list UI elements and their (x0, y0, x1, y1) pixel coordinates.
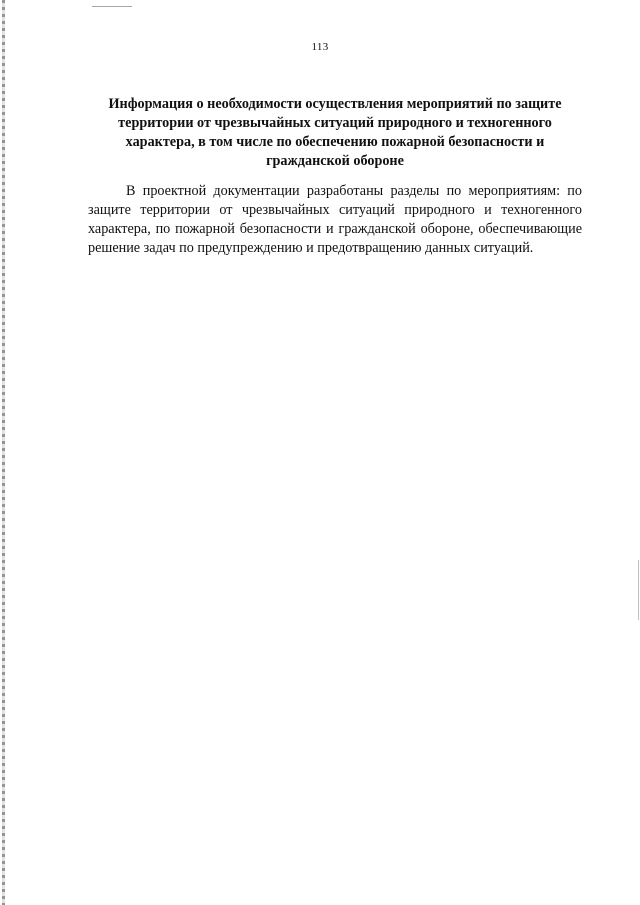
page-number: 113 (311, 41, 329, 53)
scan-edge-artifact-right (638, 560, 639, 620)
scan-edge-artifact (2, 0, 5, 905)
scan-top-marks (92, 6, 132, 9)
body-paragraph: В проектной документации разработаны разделы по мероприятиям: по защите территории от чрезвычайных ситуаций природного и техногенного характера, по пожарной безопасности и гражданской обороне, обеспечивающие решение задач по предупреждению и предотвращению данных ситуаций. (88, 183, 582, 256)
document-title: Информация о необходимости осуществления мероприятий по защите территории от чрезвычайных ситуаций природного и техногенного характера, в том числе по обеспечению пожарной безопасности и гражданской обороне (108, 96, 562, 169)
